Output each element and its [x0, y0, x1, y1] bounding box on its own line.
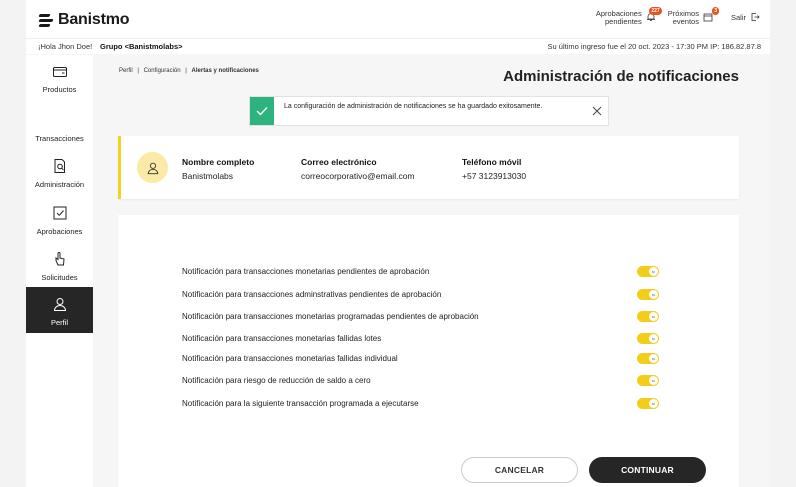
logout-icon: [750, 12, 760, 24]
approvals-label-line2: pendientes: [605, 17, 642, 26]
sidebar-item-label: Perfil: [50, 318, 69, 327]
events-badge: 3: [714, 8, 717, 14]
top-nav: [596, 10, 760, 26]
toggle-knob: sí: [649, 376, 658, 385]
logout-label: Salir: [730, 13, 746, 22]
top-bar: [26, 0, 770, 38]
notification-row: Notificación para la siguiente transacción programada a ejecutarse: [182, 399, 419, 408]
name-label: Nombre completo: [182, 157, 255, 167]
phone-value: +57 3123913030: [462, 171, 527, 181]
notification-toggle[interactable]: [637, 311, 659, 322]
group-selector[interactable]: Grupo <Banistmolabs>: [100, 42, 183, 51]
toggle-knob: sí: [649, 334, 658, 343]
sidebar-item-solicitudes[interactable]: [26, 251, 93, 282]
sidebar-item-administracion[interactable]: [26, 158, 93, 189]
user-icon: [146, 161, 160, 175]
notification-row: Notificación para riesgo de reducción de saldo a cero: [182, 376, 371, 385]
sidebar-item-label: Transacciones: [35, 134, 84, 143]
toggle-knob: sí: [649, 312, 658, 321]
phone-label: Teléfono móvil: [462, 157, 522, 167]
sidebar-item-label: Aprobaciones: [36, 227, 83, 236]
document-search-icon: [52, 158, 68, 174]
cancel-button[interactable]: CANCELAR: [461, 457, 578, 483]
profile-card: [118, 136, 739, 199]
user-greeting: ¡Hola Jhon Doe!: [38, 42, 93, 51]
notification-row: Notificación para transacciones monetarias fallidas lotes: [182, 334, 382, 343]
sidebar-item-productos[interactable]: [26, 65, 93, 94]
calendar-icon: [703, 8, 717, 24]
brand-name: Banistmo: [58, 11, 130, 28]
sub-bar: [26, 38, 770, 54]
page-title: Administración de notificaciones: [503, 68, 739, 85]
toggle-knob: sí: [649, 354, 658, 363]
sidebar-item-aprobaciones[interactable]: [26, 205, 93, 236]
hand-pointer-icon: [52, 251, 68, 267]
logo-mark-icon: [39, 13, 53, 27]
notification-toggle[interactable]: [637, 289, 659, 300]
success-toast: [249, 96, 609, 126]
sidebar-item-label: Solicitudes: [41, 273, 78, 282]
app-window: [26, 0, 770, 487]
breadcrumb-separator: |: [137, 68, 139, 74]
user-icon: [52, 296, 68, 312]
email-label: Correo electrónico: [301, 157, 377, 167]
notification-row: Notificación para transacciones monetarias programadas pendientes de aprobación: [182, 312, 479, 321]
avatar: [137, 152, 168, 183]
success-check-icon: [250, 97, 274, 125]
continue-button[interactable]: CONTINUAR: [589, 457, 706, 483]
toggle-knob: sí: [649, 399, 658, 408]
notifications-card: [118, 215, 739, 487]
bell-icon: [646, 8, 660, 24]
notification-toggle[interactable]: [637, 398, 659, 409]
breadcrumb-perfil[interactable]: Perfil: [119, 68, 133, 74]
toast-message: La configuración de administración de notificaciones se ha guardado exitosamente.: [284, 103, 543, 110]
sidebar-item-label: Administración: [34, 180, 85, 189]
notification-toggle[interactable]: [637, 266, 659, 277]
brand-logo[interactable]: [39, 11, 129, 29]
sidebar-item-perfil[interactable]: [26, 287, 93, 333]
notification-row: Notificación para transacciones monetarias fallidas individual: [182, 354, 398, 363]
breadcrumb: [119, 68, 259, 74]
toggle-knob: sí: [649, 267, 658, 276]
toggle-knob: sí: [649, 290, 658, 299]
email-value: correocorporativo@email.com: [301, 171, 415, 181]
notification-row: Notificación para transacciones adminstrativas pendientes de aprobación: [182, 290, 442, 299]
notification-toggle[interactable]: [637, 353, 659, 364]
upcoming-events-link[interactable]: [667, 8, 717, 26]
approvals-label-line1: Aprobaciones: [595, 9, 642, 18]
approvals-badge: 227: [651, 8, 660, 14]
last-login-info: Su último ingreso fue el 20 oct. 2023 - 17:30 PM IP: 186.82.87.8: [547, 42, 761, 51]
notification-toggle[interactable]: [637, 375, 659, 386]
pending-approvals-link[interactable]: [595, 8, 660, 26]
close-icon[interactable]: [592, 103, 602, 121]
breadcrumb-separator: |: [185, 68, 187, 74]
breadcrumb-current: Alertas y notificaciones: [191, 68, 259, 74]
profile-name-field: [182, 157, 254, 181]
logout-link[interactable]: [731, 12, 760, 24]
events-label-line1: Próximos: [667, 9, 699, 18]
events-label-line2: eventos: [672, 17, 699, 26]
wallet-icon: [52, 65, 68, 79]
sidebar: [26, 55, 93, 487]
checkbox-icon: [52, 205, 68, 221]
profile-email-field: [301, 157, 415, 181]
breadcrumb-configuracion[interactable]: Configuración: [143, 68, 181, 74]
notification-row: Notificación para transacciones monetarias pendientes de aprobación: [182, 267, 430, 276]
notification-toggle[interactable]: [637, 333, 659, 344]
sidebar-item-label: Productos: [42, 85, 77, 94]
profile-phone-field: [462, 157, 526, 181]
sidebar-item-transacciones[interactable]: [26, 134, 93, 143]
name-value: Banistmolabs: [182, 171, 234, 181]
